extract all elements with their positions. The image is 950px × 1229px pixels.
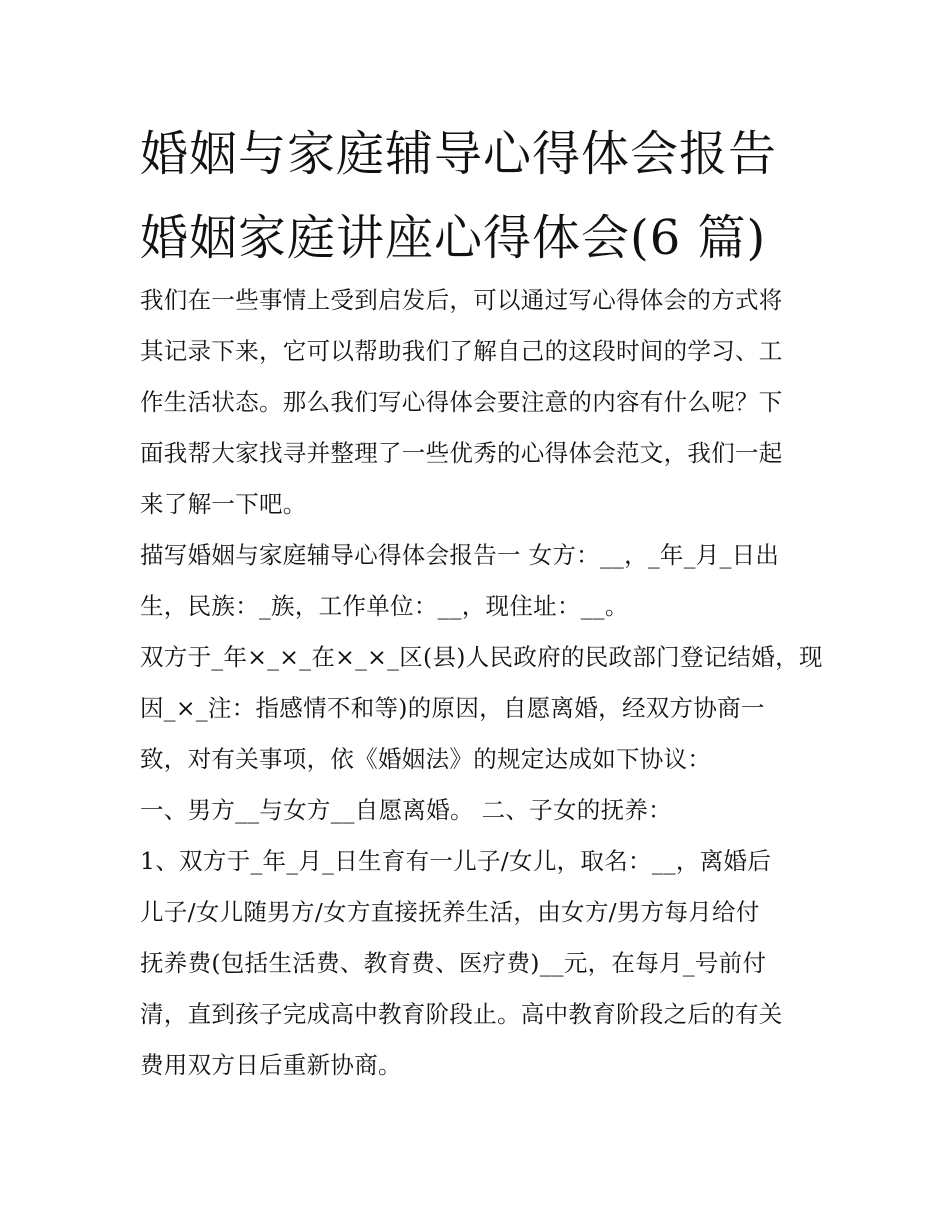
text-line: 描写婚姻与家庭辅导心得体会报告一 女方：__，_年_月_日出 — [140, 541, 780, 569]
paragraph-agreement — [140, 632, 823, 785]
text-line: 1、双方于_年_月_日生育有一儿子/女儿，取名：__，离婚后 — [140, 847, 772, 875]
text-line: 双方于_年×_×_在×_×_区(县)人民政府的民政部门登记结婚，现 — [140, 643, 823, 671]
text-line: 费用双方日后重新协商。 — [140, 1051, 402, 1079]
text-line: 来了解一下吧。 — [140, 490, 307, 518]
text-line: 其记录下来，它可以帮助我们了解自己的这段时间的学习、工 — [140, 337, 783, 365]
text-line: 作生活状态。那么我们写心得体会要注意的内容有什么呢？下 — [140, 388, 783, 416]
text-line: 致，对有关事项，依《婚姻法》的规定达成如下协议： — [140, 745, 712, 773]
paragraph-party-info — [140, 530, 820, 632]
title-line: 婚姻与家庭辅导心得体会报告 — [140, 126, 778, 182]
text-line: 面我帮大家找寻并整理了一些优秀的心得体会范文，我们一起 — [140, 439, 783, 467]
text-line: 抚养费(包括生活费、教育费、医疗费)__元，在每月_号前付 — [140, 949, 767, 977]
paragraph-clause-1 — [140, 785, 820, 836]
text-line: 一、男方__与女方__自愿离婚。 二、子女的抚养： — [140, 796, 672, 824]
title-line: 婚姻家庭讲座心得体会(6 篇) — [140, 210, 767, 266]
document-title — [140, 112, 840, 280]
text-line: 清，直到孩子完成高中教育阶段止。高中教育阶段之后的有关 — [140, 1000, 783, 1028]
paragraph-intro — [140, 275, 820, 530]
text-line: 因_×_注：指感情不和等)的原因，自愿离婚，经双方协商一 — [140, 694, 765, 722]
document-body — [140, 275, 823, 1091]
text-line: 儿子/女儿随男方/女方直接抚养生活，由女方/男方每月给付 — [140, 898, 760, 926]
text-line: 生，民族：_族，工作单位：__，现住址：__。 — [140, 592, 629, 620]
text-line: 我们在一些事情上受到启发后，可以通过写心得体会的方式将 — [140, 286, 783, 314]
paragraph-child-custody — [140, 836, 820, 1091]
